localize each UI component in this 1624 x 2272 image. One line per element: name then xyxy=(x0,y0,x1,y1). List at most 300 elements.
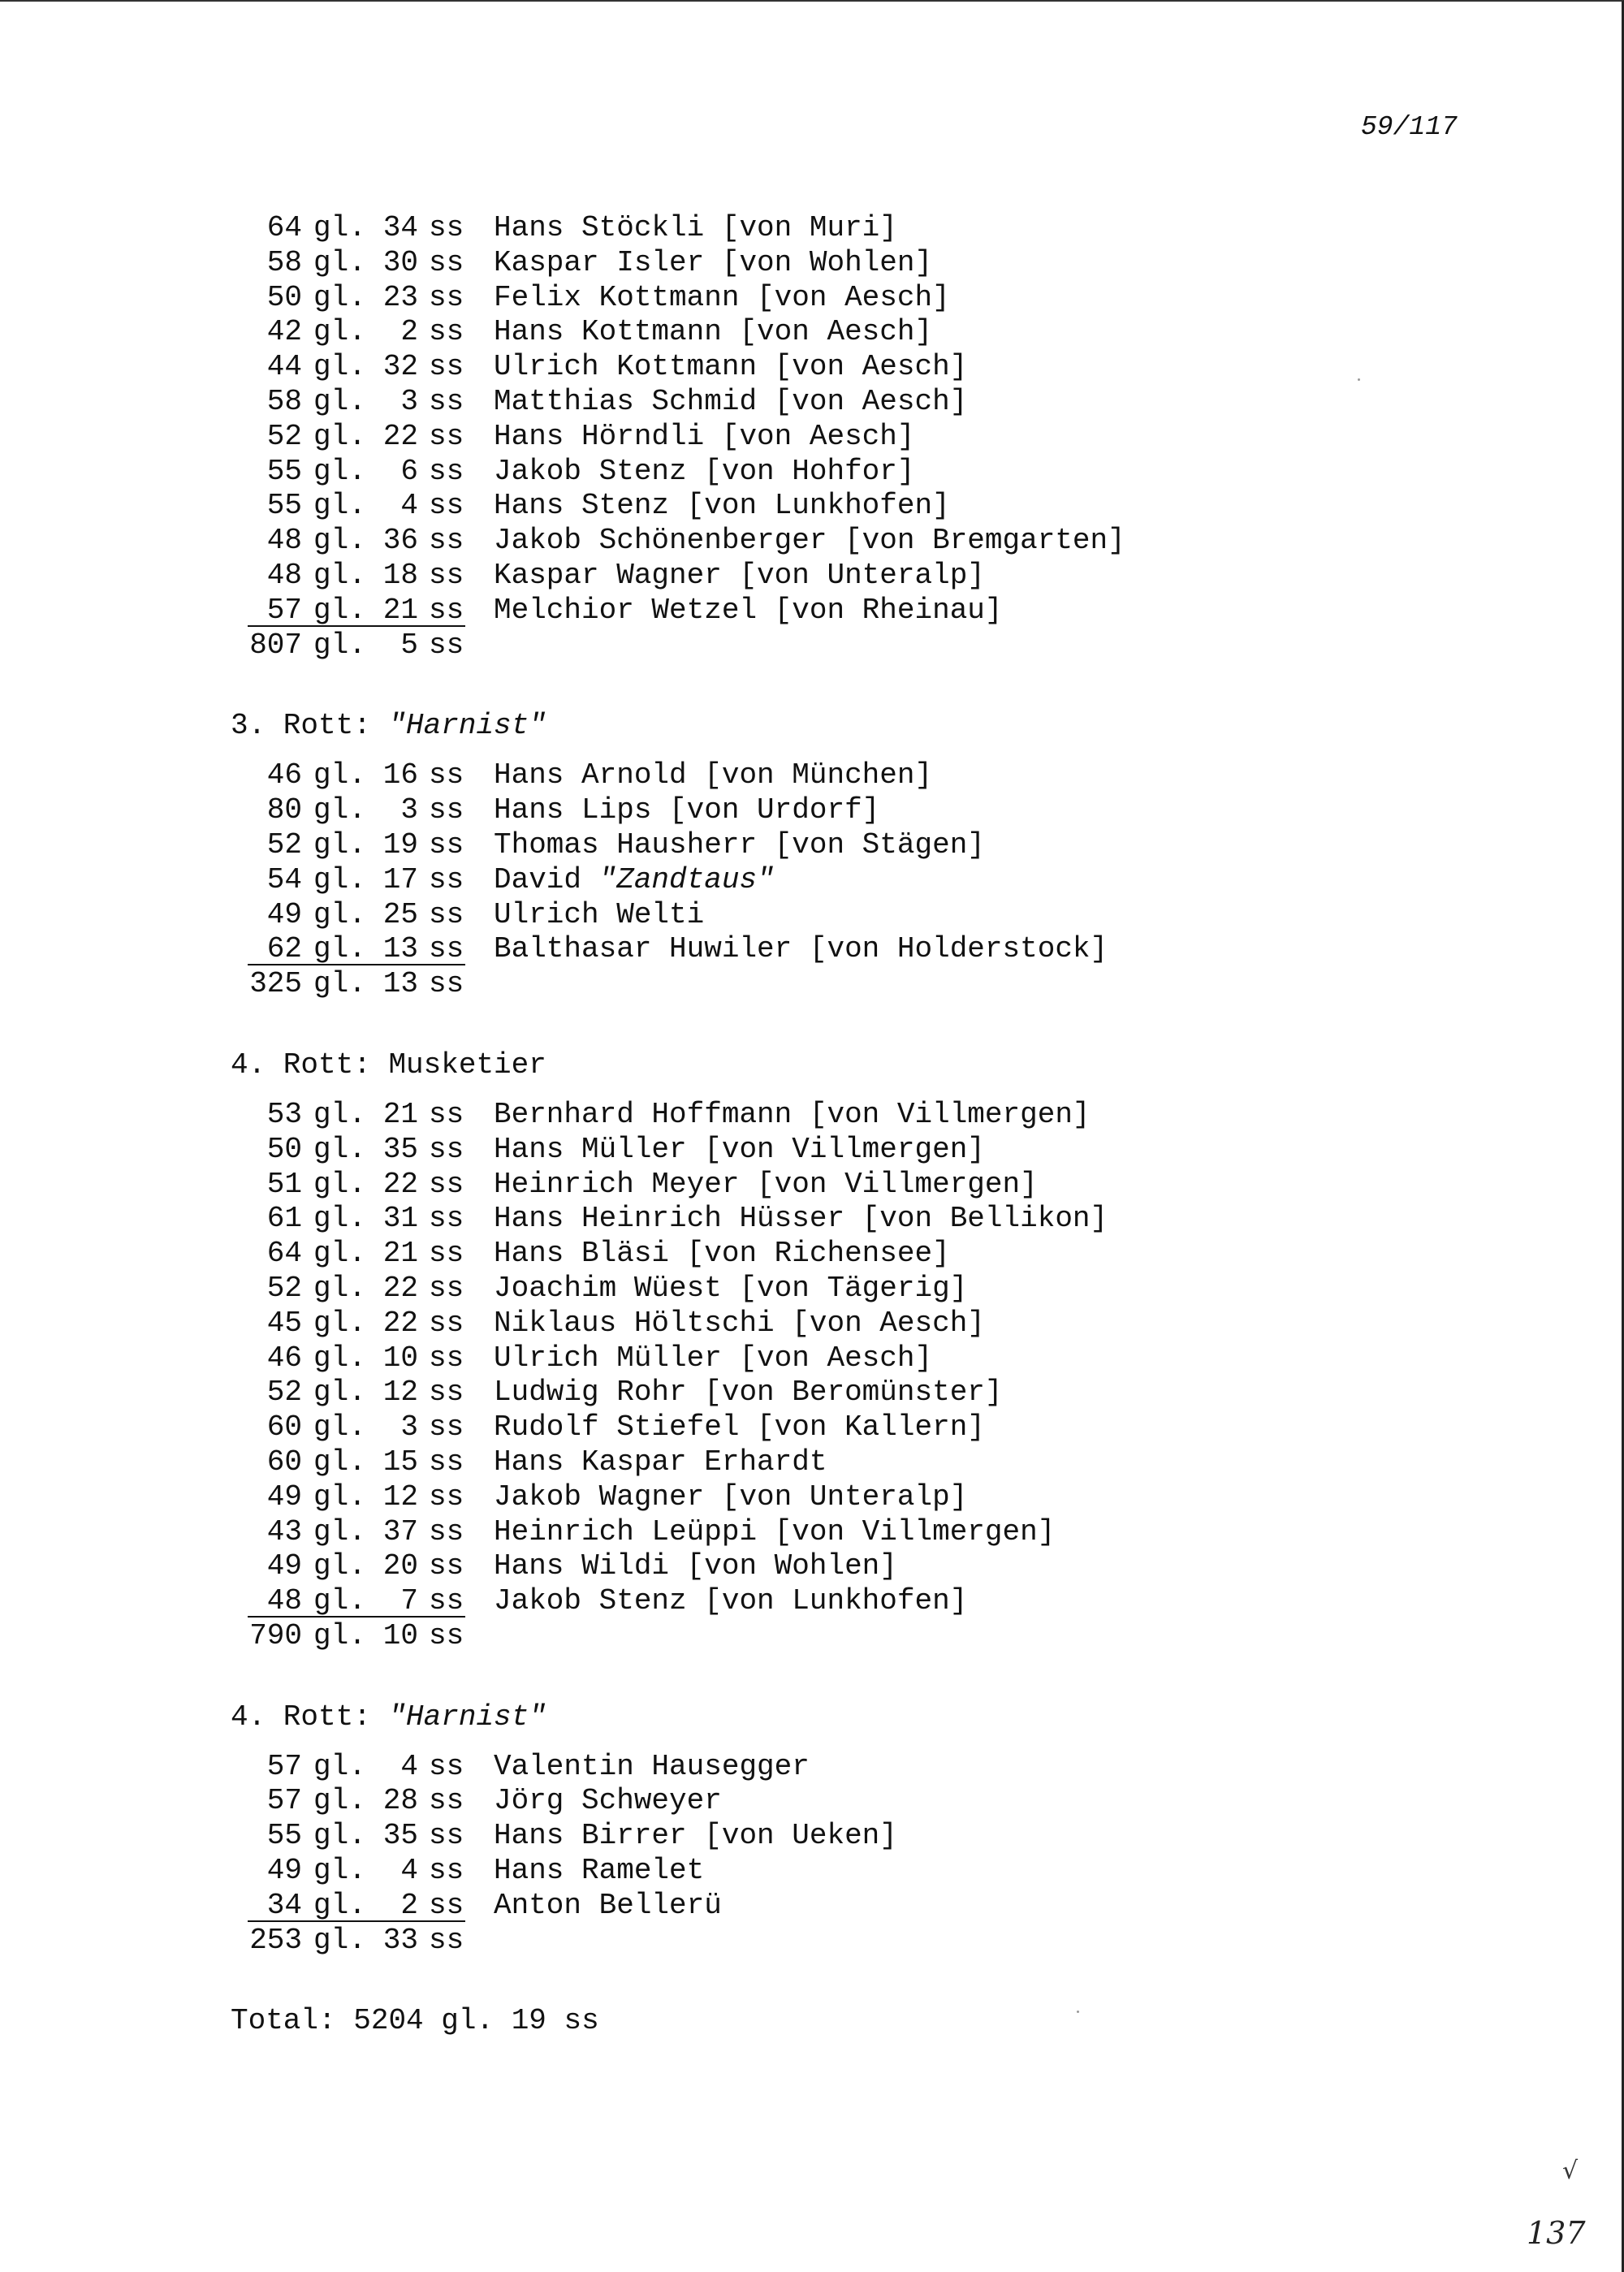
person-name xyxy=(494,1237,950,1272)
unit-gulden: gl. xyxy=(313,1819,366,1853)
unit-gulden: gl. xyxy=(313,1376,366,1410)
ledger-row xyxy=(0,1515,1543,1550)
person-name xyxy=(494,524,1125,559)
unit-gulden: gl. xyxy=(313,280,366,314)
person-name xyxy=(494,1549,897,1584)
amount-gulden: 64 xyxy=(266,1237,302,1271)
person-name-text: Hans Hörndli [von Aesch] xyxy=(494,419,915,453)
unit-schilling: ss xyxy=(429,489,464,523)
amount-schilling: 6 xyxy=(400,454,418,488)
amount-gulden: 54 xyxy=(266,862,302,896)
person-name-text: Balthasar Huwiler [von Holderstock] xyxy=(494,932,1108,966)
spacer xyxy=(0,1002,1543,1044)
spacer xyxy=(0,1958,1543,2000)
ledger-row xyxy=(0,828,1543,863)
amount-gulden: 50 xyxy=(266,1132,302,1166)
unit-gulden: gl. xyxy=(313,628,366,662)
unit-schilling: ss xyxy=(564,2004,599,2038)
person-name-text: Hans Arnold [von München] xyxy=(494,758,933,793)
unit-gulden: gl. xyxy=(313,593,366,627)
unit-gulden: gl. xyxy=(313,454,366,488)
person-name-text: Jakob Stenz [von Hohfor] xyxy=(494,454,915,488)
amount-schilling: 4 xyxy=(400,489,418,523)
amount-schilling: 31 xyxy=(382,1202,418,1236)
amount-schilling: 4 xyxy=(400,1749,418,1783)
unit-gulden: gl. xyxy=(313,211,366,244)
amount-gulden: 46 xyxy=(266,1341,302,1375)
amount-schilling: 13 xyxy=(382,932,418,966)
ledger-row xyxy=(0,524,1543,559)
subtotal-schilling: 10 xyxy=(382,1618,418,1652)
person-name-text: Felix Kottmann [von Aesch] xyxy=(494,280,950,314)
section-subtotal xyxy=(0,628,1543,663)
amount-schilling: 22 xyxy=(382,419,418,453)
ledger-row xyxy=(0,1750,1543,1785)
unit-schilling: ss xyxy=(429,827,464,862)
unit-gulden: gl. xyxy=(313,967,366,1001)
check-mark: √ xyxy=(1562,2157,1579,2185)
person-name-text: Joachim Wüest [von Tägerig] xyxy=(494,1271,968,1305)
unit-schilling: ss xyxy=(429,1854,464,1888)
ledger-row xyxy=(0,1098,1543,1133)
amount-gulden: 58 xyxy=(266,245,302,279)
amount-schilling: 23 xyxy=(382,280,418,314)
amount-schilling: 2 xyxy=(400,315,418,349)
ledger-section xyxy=(0,211,1543,705)
amount-gulden: 51 xyxy=(266,1167,302,1201)
person-name-text: Melchior Wetzel [von Rheinau] xyxy=(494,593,1003,627)
person-name xyxy=(494,455,914,490)
unit-gulden: gl. xyxy=(313,245,366,279)
amount-schilling: 21 xyxy=(382,1237,418,1271)
amount-schilling: 36 xyxy=(382,524,418,558)
spacer xyxy=(0,1654,1543,1696)
unit-gulden: gl. xyxy=(313,384,366,418)
subtotal-gulden: 807 xyxy=(249,628,302,662)
person-name-text: David xyxy=(494,862,599,896)
person-name xyxy=(494,1819,897,1854)
unit-gulden: gl. xyxy=(313,1618,366,1652)
amount-gulden: 52 xyxy=(266,1271,302,1305)
unit-gulden: gl. xyxy=(313,1514,366,1549)
amount-gulden: 60 xyxy=(266,1445,302,1479)
amount-gulden: 57 xyxy=(266,1784,302,1818)
section-heading xyxy=(0,705,1543,747)
ledger-row xyxy=(0,793,1543,828)
person-name-text: Ulrich Müller [von Aesch] xyxy=(494,1341,933,1375)
ledger-row xyxy=(0,1889,1543,1924)
person-name xyxy=(494,1584,967,1619)
person-name-text: Hans Bläsi [von Richensee] xyxy=(494,1237,950,1271)
amount-schilling: 3 xyxy=(400,384,418,418)
person-name xyxy=(494,211,897,246)
unit-schilling: ss xyxy=(429,350,464,384)
amount-gulden: 57 xyxy=(266,593,302,627)
amount-schilling: 22 xyxy=(382,1271,418,1305)
unit-schilling: ss xyxy=(429,628,464,662)
person-name xyxy=(494,1515,1055,1550)
unit-gulden: gl. xyxy=(313,1271,366,1305)
unit-schilling: ss xyxy=(429,862,464,896)
person-name xyxy=(494,1098,1091,1133)
unit-schilling: ss xyxy=(429,1410,464,1445)
unit-gulden: gl. xyxy=(313,1097,366,1131)
person-name-text: Heinrich Leüppi [von Villmergen] xyxy=(494,1514,1056,1549)
amount-gulden: 60 xyxy=(266,1410,302,1445)
person-name xyxy=(494,1168,1038,1203)
unit-schilling: ss xyxy=(429,1479,464,1514)
person-name-text: Hans Lips [von Urdorf] xyxy=(494,793,880,827)
section-heading-title: "Harnist" xyxy=(388,709,546,743)
person-name xyxy=(494,1445,827,1480)
ledger-row xyxy=(0,211,1543,246)
unit-schilling: ss xyxy=(429,245,464,279)
ledger-row xyxy=(0,1237,1543,1272)
spacer xyxy=(0,663,1543,705)
amount-gulden: 49 xyxy=(266,1549,302,1583)
amount-gulden: 34 xyxy=(266,1888,302,1922)
amount-schilling: 19 xyxy=(382,827,418,862)
amount-schilling: 21 xyxy=(382,1097,418,1131)
grand-total-gulden: 5204 xyxy=(353,2004,424,2038)
unit-schilling: ss xyxy=(429,593,464,627)
person-name xyxy=(494,281,950,316)
unit-gulden: gl. xyxy=(313,758,366,793)
unit-gulden: gl. xyxy=(313,1167,366,1201)
amount-gulden: 42 xyxy=(266,315,302,349)
unit-gulden: gl. xyxy=(313,1888,366,1922)
amount-schilling: 16 xyxy=(382,758,418,793)
ledger-section xyxy=(0,1696,1543,2001)
amount-schilling: 3 xyxy=(400,1410,418,1445)
ledger-row xyxy=(0,1784,1543,1819)
person-name xyxy=(494,420,914,455)
person-name xyxy=(494,1889,722,1924)
unit-gulden: gl. xyxy=(313,1202,366,1236)
grand-total-label: Total: xyxy=(231,2004,336,2038)
amount-schilling: 12 xyxy=(382,1376,418,1410)
unit-gulden: gl. xyxy=(313,315,366,349)
unit-schilling: ss xyxy=(429,454,464,488)
person-name-text: Hans Ramelet xyxy=(494,1854,705,1888)
unit-gulden: gl. xyxy=(313,932,366,966)
unit-gulden: gl. xyxy=(313,827,366,862)
person-name-text: Rudolf Stiefel [von Kallern] xyxy=(494,1410,985,1445)
unit-schilling: ss xyxy=(429,384,464,418)
spacer xyxy=(0,1086,1543,1098)
person-name xyxy=(494,828,985,863)
person-name-text: Jakob Stenz [von Lunkhofen] xyxy=(494,1584,968,1618)
grand-total-schilling: 19 xyxy=(511,2004,546,2038)
section-subtotal xyxy=(0,1619,1543,1654)
ledger-row xyxy=(0,1445,1543,1480)
person-name xyxy=(494,758,932,793)
unit-gulden: gl. xyxy=(313,489,366,523)
section-subtotal xyxy=(0,967,1543,1002)
amount-schilling: 2 xyxy=(400,1888,418,1922)
subtotal-gulden: 325 xyxy=(249,967,302,1001)
ledger-row xyxy=(0,1307,1543,1341)
person-name xyxy=(494,246,932,281)
unit-gulden: gl. xyxy=(313,862,366,896)
person-name xyxy=(494,350,967,385)
ledger-row xyxy=(0,932,1543,967)
unit-gulden: gl. xyxy=(313,1341,366,1375)
unit-schilling: ss xyxy=(429,1514,464,1549)
unit-schilling: ss xyxy=(429,1584,464,1618)
person-name-text: Ludwig Rohr [von Beromünster] xyxy=(494,1376,1003,1410)
unit-schilling: ss xyxy=(429,280,464,314)
amount-schilling: 7 xyxy=(400,1584,418,1618)
person-name-text: Bernhard Hoffmann [von Villmergen] xyxy=(494,1097,1091,1131)
section-heading-title: "Harnist" xyxy=(388,1700,546,1734)
person-name-text: Hans Birrer [von Ueken] xyxy=(494,1819,897,1853)
ledger-row xyxy=(0,455,1543,490)
unit-schilling: ss xyxy=(429,967,464,1001)
amount-gulden: 43 xyxy=(266,1514,302,1549)
unit-gulden: gl. xyxy=(313,1445,366,1479)
amount-gulden: 50 xyxy=(266,280,302,314)
unit-schilling: ss xyxy=(429,1549,464,1583)
folio-number: 137 xyxy=(1527,2215,1586,2251)
unit-gulden: gl. xyxy=(313,1784,366,1818)
amount-gulden: 49 xyxy=(266,1854,302,1888)
subtotal-gulden: 790 xyxy=(249,1618,302,1652)
person-name-text: Kaspar Isler [von Wohlen] xyxy=(494,245,933,279)
unit-schilling: ss xyxy=(429,1784,464,1818)
amount-schilling: 34 xyxy=(382,211,418,244)
unit-gulden: gl. xyxy=(313,1749,366,1783)
person-name-text: Jakob Wagner [von Unteralp] xyxy=(494,1479,968,1514)
person-name xyxy=(494,1480,967,1515)
person-name-text: Ulrich Kottmann [von Aesch] xyxy=(494,350,968,384)
person-name-text: Valentin Hausegger xyxy=(494,1749,810,1783)
unit-gulden: gl. xyxy=(313,793,366,827)
ledger-row xyxy=(0,281,1543,316)
person-nickname: "Zandtaus" xyxy=(598,862,775,896)
person-name xyxy=(494,932,1108,967)
person-name-text: Niklaus Höltschi [von Aesch] xyxy=(494,1306,985,1340)
person-name xyxy=(494,1341,932,1376)
amount-schilling: 22 xyxy=(382,1306,418,1340)
unit-gulden: gl. xyxy=(313,897,366,931)
section-heading xyxy=(0,1044,1543,1086)
amount-schilling: 28 xyxy=(382,1784,418,1818)
amount-schilling: 12 xyxy=(382,1479,418,1514)
person-name xyxy=(494,1410,985,1445)
section-heading-title: Musketier xyxy=(388,1047,546,1082)
amount-schilling: 10 xyxy=(382,1341,418,1375)
person-name-text: Thomas Hausherr [von Stägen] xyxy=(494,827,985,862)
unit-gulden: gl. xyxy=(313,1479,366,1514)
page-number: 59/117 xyxy=(1361,112,1458,142)
unit-schilling: ss xyxy=(429,1202,464,1236)
amount-schilling: 32 xyxy=(382,350,418,384)
person-name-text: Heinrich Meyer [von Villmergen] xyxy=(494,1167,1038,1201)
person-name xyxy=(494,594,1003,628)
amount-gulden: 55 xyxy=(266,454,302,488)
subtotal-gulden: 253 xyxy=(249,1923,302,1957)
ledger-content xyxy=(0,211,1543,2042)
amount-gulden: 53 xyxy=(266,1097,302,1131)
amount-schilling: 3 xyxy=(400,793,418,827)
ledger-row xyxy=(0,489,1543,524)
unit-schilling: ss xyxy=(429,1888,464,1922)
ledger-row xyxy=(0,1376,1543,1410)
grand-total xyxy=(0,2000,1543,2042)
paper-speck xyxy=(1077,2011,1079,2013)
person-name xyxy=(494,489,950,524)
ledger-row xyxy=(0,1480,1543,1515)
unit-gulden: gl. xyxy=(313,1854,366,1888)
ledger-row xyxy=(0,1341,1543,1376)
section-heading-label: 4. Rott: xyxy=(231,1700,371,1734)
amount-gulden: 49 xyxy=(266,897,302,931)
amount-gulden: 45 xyxy=(266,1306,302,1340)
person-name-text: Ulrich Welti xyxy=(494,897,705,931)
unit-schilling: ss xyxy=(429,1306,464,1340)
person-name xyxy=(494,559,985,594)
unit-schilling: ss xyxy=(429,558,464,592)
unit-schilling: ss xyxy=(429,1132,464,1166)
unit-gulden: gl. xyxy=(313,558,366,592)
amount-gulden: 48 xyxy=(266,524,302,558)
person-name-text: Kaspar Wagner [von Unteralp] xyxy=(494,558,985,592)
ledger-row xyxy=(0,1854,1543,1889)
amount-gulden: 58 xyxy=(266,384,302,418)
unit-schilling: ss xyxy=(429,1376,464,1410)
person-name xyxy=(494,1376,1003,1410)
amount-schilling: 15 xyxy=(382,1445,418,1479)
amount-gulden: 46 xyxy=(266,758,302,793)
unit-gulden: gl. xyxy=(313,1923,366,1957)
unit-gulden: gl. xyxy=(313,1132,366,1166)
person-name-text: Matthias Schmid [von Aesch] xyxy=(494,384,968,418)
ledger-row xyxy=(0,1584,1543,1619)
ledger-row xyxy=(0,758,1543,793)
unit-schilling: ss xyxy=(429,1167,464,1201)
amount-schilling: 35 xyxy=(382,1819,418,1853)
amount-schilling: 30 xyxy=(382,245,418,279)
person-name xyxy=(494,315,932,350)
amount-schilling: 4 xyxy=(400,1854,418,1888)
ledger-row xyxy=(0,1819,1543,1854)
person-name-text: Hans Stenz [von Lunkhofen] xyxy=(494,489,950,523)
subtotal-schilling: 33 xyxy=(382,1923,418,1957)
person-name xyxy=(494,1202,1108,1237)
person-name-text: Hans Müller [von Villmergen] xyxy=(494,1132,985,1166)
person-name xyxy=(494,898,704,933)
subtotal-schilling: 5 xyxy=(400,628,418,662)
unit-schilling: ss xyxy=(429,1237,464,1271)
unit-gulden: gl. xyxy=(313,1237,366,1271)
amount-gulden: 62 xyxy=(266,932,302,966)
person-name xyxy=(494,863,775,898)
ledger-row xyxy=(0,350,1543,385)
person-name xyxy=(494,1784,722,1819)
amount-schilling: 37 xyxy=(382,1514,418,1549)
unit-gulden: gl. xyxy=(313,350,366,384)
person-name xyxy=(494,1750,810,1785)
ledger-row xyxy=(0,1272,1543,1307)
amount-gulden: 80 xyxy=(266,793,302,827)
amount-gulden: 61 xyxy=(266,1202,302,1236)
unit-schilling: ss xyxy=(429,1341,464,1375)
amount-gulden: 52 xyxy=(266,419,302,453)
amount-gulden: 52 xyxy=(266,1376,302,1410)
paper-speck xyxy=(1358,378,1360,381)
ledger-row xyxy=(0,1202,1543,1237)
unit-schilling: ss xyxy=(429,793,464,827)
amount-gulden: 55 xyxy=(266,1819,302,1853)
unit-schilling: ss xyxy=(429,1923,464,1957)
section-heading-label: 4. Rott: xyxy=(231,1047,371,1082)
section-heading-label: 3. Rott: xyxy=(231,709,371,743)
unit-schilling: ss xyxy=(429,1819,464,1853)
unit-schilling: ss xyxy=(429,932,464,966)
unit-schilling: ss xyxy=(429,897,464,931)
unit-gulden: gl. xyxy=(313,1306,366,1340)
amount-schilling: 21 xyxy=(382,593,418,627)
person-name-text: Hans Kottmann [von Aesch] xyxy=(494,315,933,349)
amount-gulden: 48 xyxy=(266,558,302,592)
unit-schilling: ss xyxy=(429,211,464,244)
unit-gulden: gl. xyxy=(313,1584,366,1618)
amount-gulden: 49 xyxy=(266,1479,302,1514)
unit-schilling: ss xyxy=(429,1097,464,1131)
person-name xyxy=(494,1307,985,1341)
amount-gulden: 57 xyxy=(266,1749,302,1783)
person-name-text: Hans Stöckli [von Muri] xyxy=(494,211,897,244)
unit-schilling: ss xyxy=(429,758,464,793)
ledger-row xyxy=(0,1133,1543,1168)
ledger-row xyxy=(0,1168,1543,1203)
person-name-text: Jörg Schweyer xyxy=(494,1784,722,1818)
unit-schilling: ss xyxy=(429,419,464,453)
unit-gulden: gl. xyxy=(441,2004,495,2038)
person-name-text: Jakob Schönenberger [von Bremgarten] xyxy=(494,524,1125,558)
person-name xyxy=(494,1133,985,1168)
person-name-text: Anton Bellerü xyxy=(494,1888,722,1922)
amount-gulden: 55 xyxy=(266,489,302,523)
amount-schilling: 25 xyxy=(382,897,418,931)
amount-schilling: 20 xyxy=(382,1549,418,1583)
spacer xyxy=(0,747,1543,758)
spacer xyxy=(0,1739,1543,1750)
unit-gulden: gl. xyxy=(313,419,366,453)
ledger-section xyxy=(0,705,1543,1044)
unit-schilling: ss xyxy=(429,1271,464,1305)
amount-schilling: 18 xyxy=(382,558,418,592)
ledger-row xyxy=(0,863,1543,898)
unit-schilling: ss xyxy=(429,524,464,558)
unit-schilling: ss xyxy=(429,1445,464,1479)
person-name xyxy=(494,1272,967,1307)
unit-gulden: gl. xyxy=(313,1549,366,1583)
amount-gulden: 48 xyxy=(266,1584,302,1618)
ledger-row xyxy=(0,385,1543,420)
unit-gulden: gl. xyxy=(313,524,366,558)
ledger-row xyxy=(0,246,1543,281)
person-name-text: Hans Heinrich Hüsser [von Bellikon] xyxy=(494,1202,1108,1236)
ledger-row xyxy=(0,1410,1543,1445)
ledger-row xyxy=(0,594,1543,628)
ledger-row xyxy=(0,1549,1543,1584)
amount-gulden: 44 xyxy=(266,350,302,384)
amount-schilling: 35 xyxy=(382,1132,418,1166)
ledger-row xyxy=(0,420,1543,455)
unit-gulden: gl. xyxy=(313,1410,366,1445)
